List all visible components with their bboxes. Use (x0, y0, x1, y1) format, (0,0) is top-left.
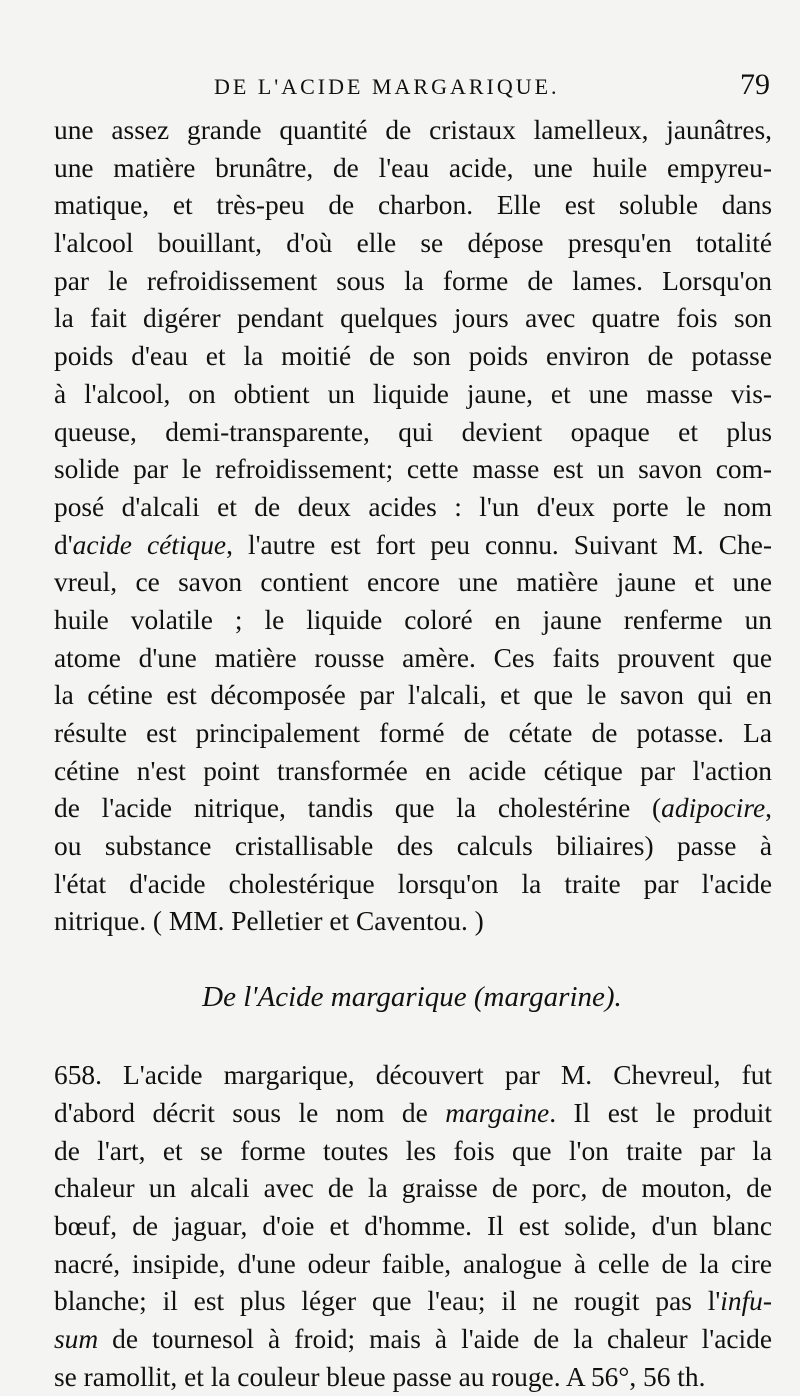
text-line: l'alcool bouillant, d'où elle se dépose presqu'en totalité (54, 228, 772, 259)
italic-term: margaine (445, 1097, 550, 1128)
section-title: De l'Acide margarique (margarine). (202, 981, 622, 1014)
running-head: DE L'ACIDE MARGARIQUE. (214, 74, 560, 99)
italic-term: infu- (720, 1286, 772, 1317)
text-line: queuse, demi-transparente, qui devient opaque et plus (54, 416, 772, 447)
text-line (54, 1283, 772, 1321)
italic-term: adipocire (661, 793, 766, 824)
text-line: vreul, ce savon contient encore une matière jaune et une (54, 567, 772, 598)
text-line (54, 790, 772, 828)
italic-term: sum (54, 1323, 99, 1354)
text-line: se ramollit, et la couleur bleue passe au rouge. A 56°, 56 th. (54, 1361, 706, 1392)
page-number: 79 (740, 68, 770, 101)
text-line: ou substance cristallisable des calculs biliaires) passe à (54, 831, 772, 862)
text-line: solide par le refroidissement; cette masse est un savon com- (54, 454, 772, 485)
text-line: résulte est principalement formé de cétate de potasse. La (54, 718, 772, 748)
text-line: de l'art, et se forme toutes les fois que l'on traite par la (54, 1135, 772, 1166)
text-line: une assez grande quantité de cristaux lamelleux, jaunâtres, (54, 115, 772, 145)
text-segment: d' (54, 529, 73, 560)
text-line: la cétine est décomposée par l'alcali, et que le savon qui en (54, 680, 772, 711)
text-line (54, 1321, 772, 1359)
text-line: bœuf, de jaguar, d'oie et d'homme. Il est solide, d'un blanc (54, 1210, 772, 1241)
text-line: nitrique. ( MM. Pelletier et Caventou. ) (54, 906, 484, 937)
text-segment: , l'autre est fort peu connu. Suivant M. Che- (226, 529, 772, 560)
text-segment: . Il est le produit (549, 1097, 772, 1128)
text-line: à l'alcool, on obtient un liquide jaune, et une masse vis- (54, 378, 772, 409)
text-segment: de l'acide nitrique, tandis que la cholestérine ( (54, 793, 662, 824)
text-line: posé d'alcali et de deux acides : l'un d'eux porte le nom (54, 491, 772, 522)
text-line: par le refroidissement sous la forme de lames. Lorsqu'on (54, 265, 772, 296)
text-segment: d'abord décrit sous le nom de (54, 1097, 446, 1128)
text-line (54, 1095, 772, 1133)
italic-term: acide cétique (72, 529, 227, 560)
text-line: nacré, insipide, d'une odeur faible, analogue à celle de la cire (54, 1248, 772, 1279)
text-line (54, 527, 772, 565)
text-segment: blanche; il est plus léger que l'eau; il ne rougit pas l' (54, 1286, 721, 1317)
paragraph-cetine (54, 112, 772, 941)
page-header (54, 56, 770, 112)
text-line: l'état d'acide cholestérique lorsqu'on la traite par l'acide (54, 868, 772, 899)
text-line: 658. L'acide margarique, découvert par M. Chevreul, fut (54, 1060, 772, 1091)
text-line: huile volatile ; le liquide coloré en jaune renferme un (54, 604, 772, 635)
text-segment: , (765, 793, 772, 824)
text-line: matique, et très-peu de charbon. Elle est soluble dans (54, 190, 772, 221)
text-line: atome d'une matière rousse amère. Ces faits prouvent que (54, 642, 772, 673)
text-line: la fait digérer pendant quelques jours avec quatre fois son (54, 303, 772, 334)
text-segment: de tournesol à froid; mais à l'aide de la chaleur l'acide (98, 1323, 772, 1354)
text-line: une matière brunâtre, de l'eau acide, une huile empyreu- (54, 152, 772, 183)
text-line: chaleur un alcali avec de la graisse de porc, de mouton, de (54, 1173, 772, 1204)
paragraph-margaric-acid (54, 1057, 772, 1396)
text-line: poids d'eau et la moitié de son poids environ de potasse (54, 341, 772, 372)
text-line: cétine n'est point transformée en acide cétique par l'action (54, 755, 772, 786)
